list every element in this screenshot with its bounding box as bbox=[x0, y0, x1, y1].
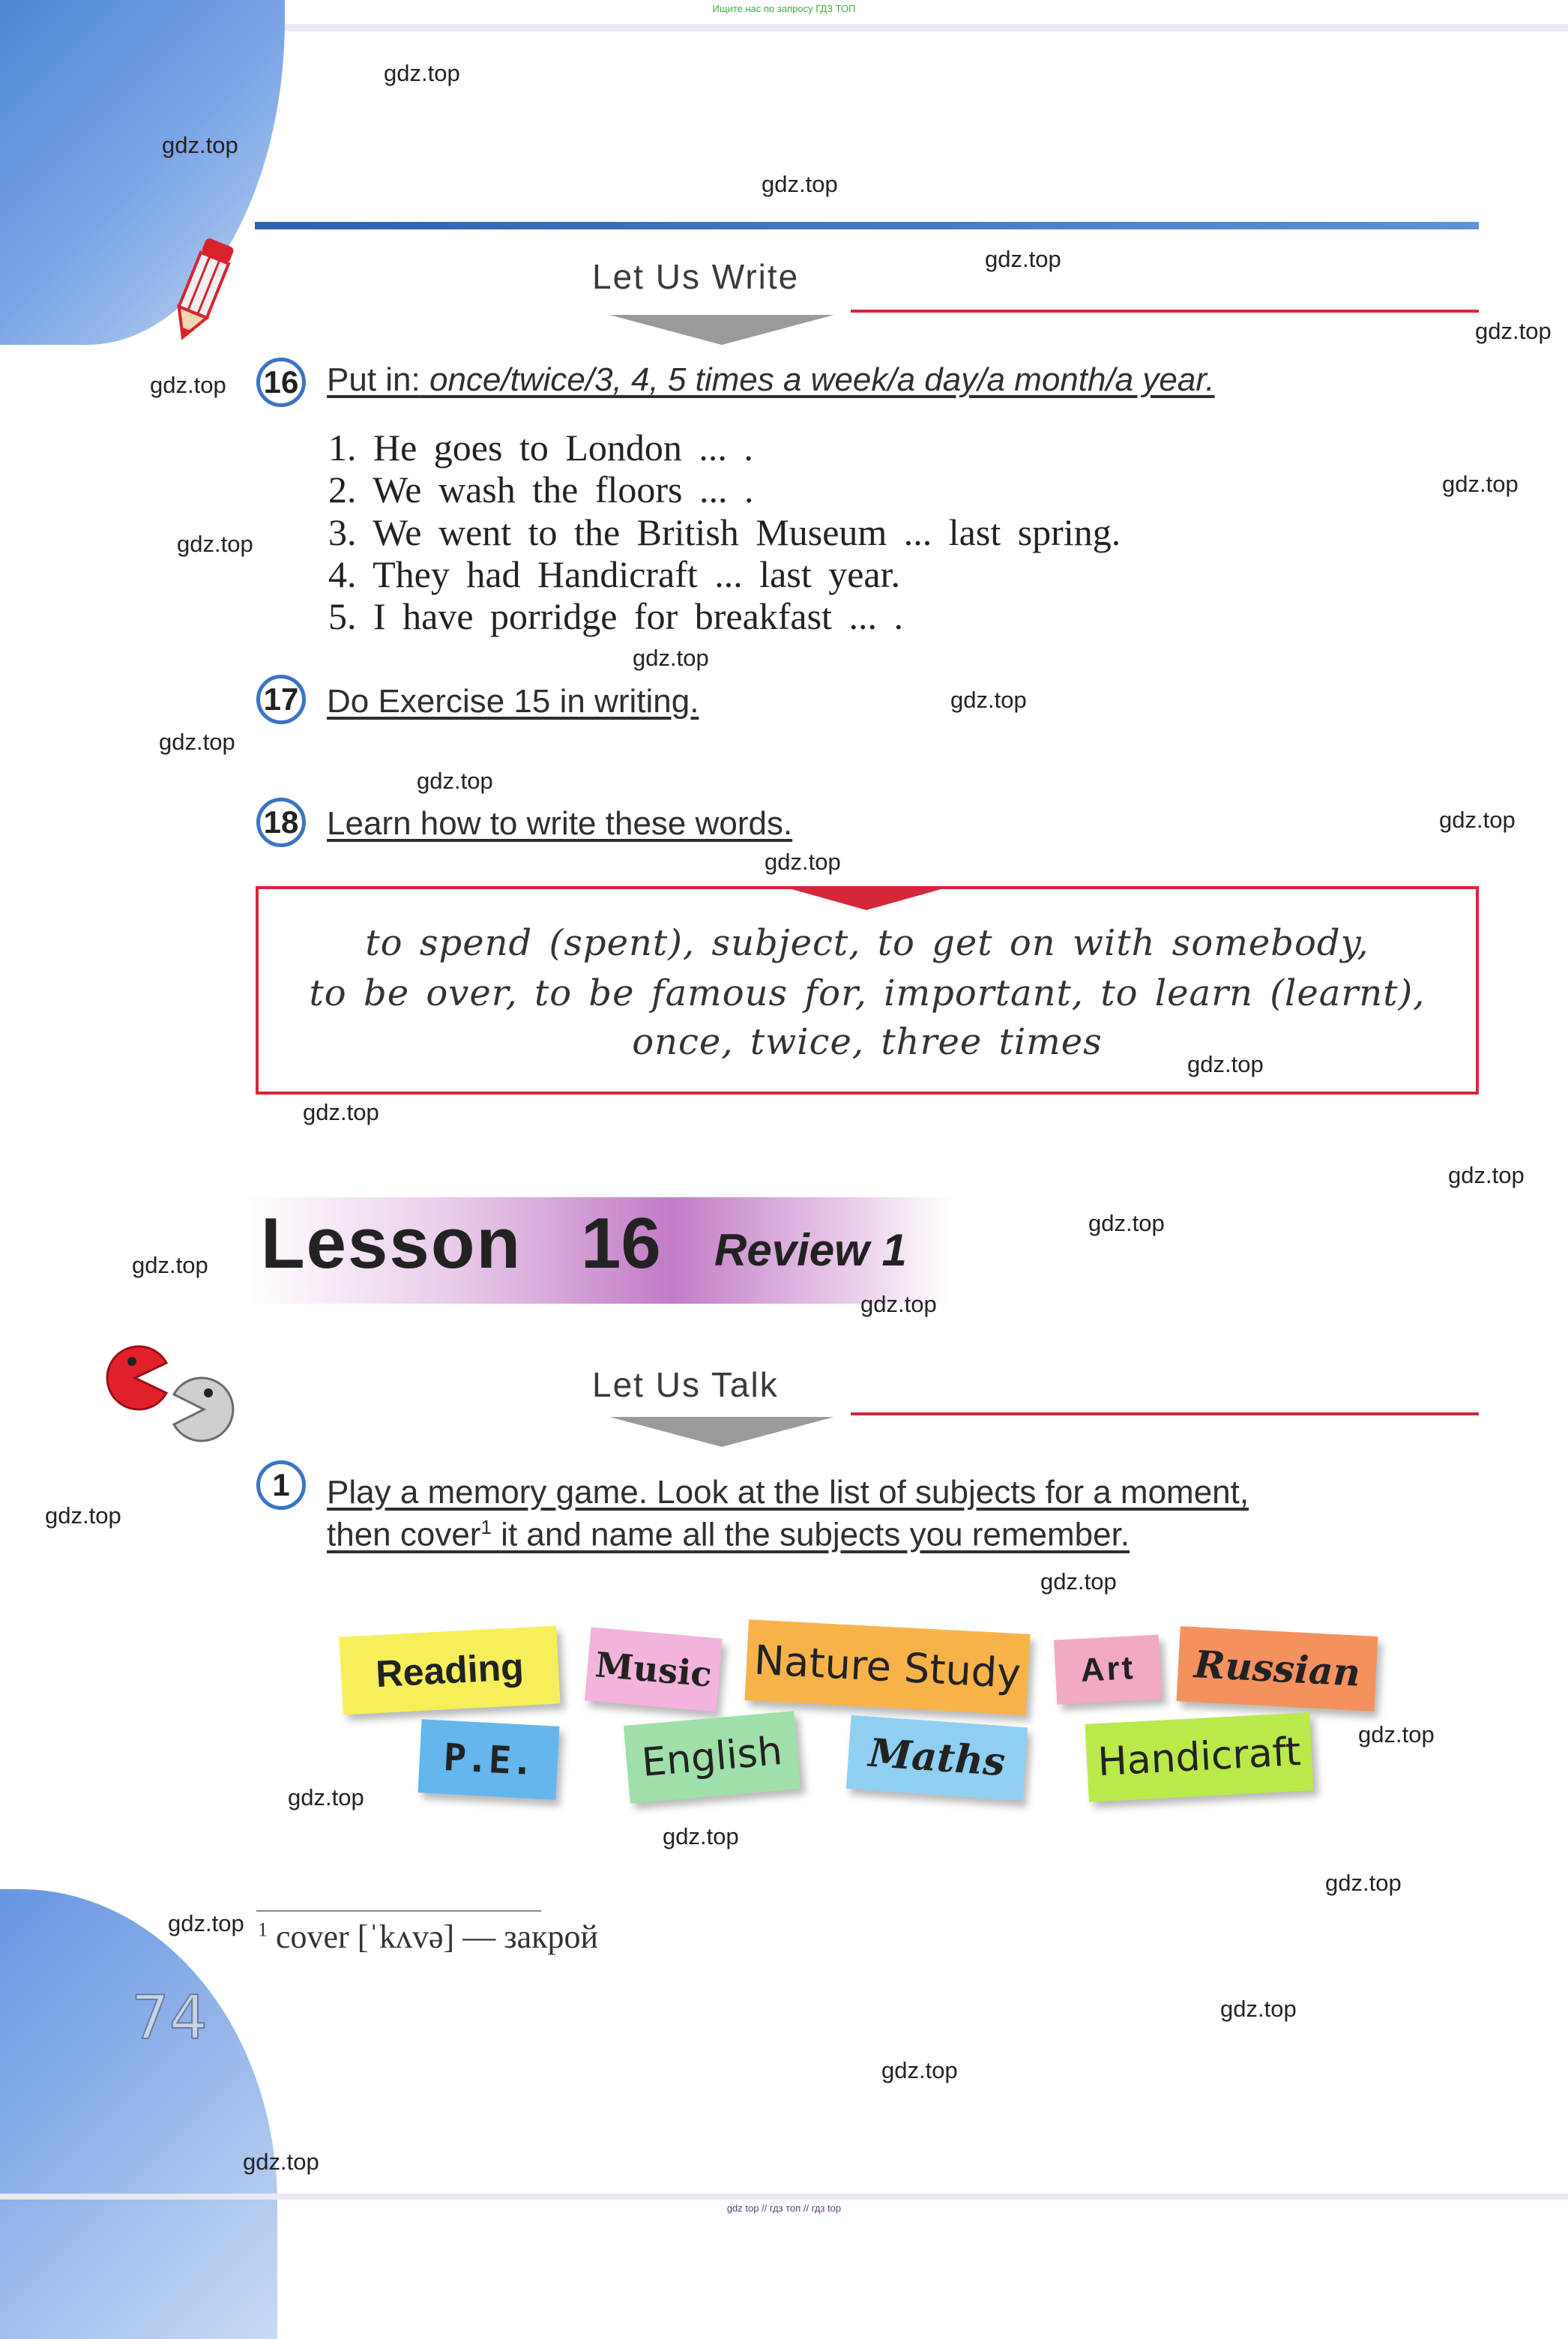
footnote-text: cover [ˈkʌvə] — закрой bbox=[276, 1918, 599, 1955]
bottom-links[interactable]: gdz top // гдз топ // гдз top bbox=[726, 2203, 842, 2214]
exercise-17-instruction: Do Exercise 15 in writing. bbox=[327, 683, 699, 720]
exercise-16-sentence-3: 3. We went to the British Museum ... last spring. bbox=[328, 511, 1121, 553]
section-title-talk: Let Us Talk bbox=[592, 1365, 779, 1404]
watermark: gdz.top bbox=[950, 687, 1027, 713]
corner-decoration-bottom bbox=[0, 1889, 277, 2339]
section-arrow-write bbox=[609, 315, 834, 345]
exercise-number-17: 17 bbox=[256, 675, 306, 724]
exercise-1-footnote-mark: 1 bbox=[480, 1516, 492, 1538]
subject-card-handicraft: Handicraft bbox=[1085, 1712, 1313, 1802]
watermark: gdz.top bbox=[1040, 1568, 1117, 1595]
lesson-title: Lesson bbox=[261, 1203, 522, 1283]
subject-card-russian: Russian bbox=[1177, 1626, 1378, 1712]
watermark: gdz.top bbox=[243, 2149, 319, 2175]
watermark: gdz.top bbox=[1448, 1162, 1525, 1188]
watermark: gdz.top bbox=[132, 1252, 208, 1278]
exercise-1-line-1: Play a memory game. Look at the list of subjects for a moment, bbox=[327, 1474, 1249, 1511]
subject-card-english: English bbox=[624, 1711, 800, 1803]
subject-card-nature-study: Nature Study bbox=[744, 1619, 1030, 1715]
watermark: gdz.top bbox=[1475, 318, 1552, 344]
watermark: gdz.top bbox=[1325, 1870, 1402, 1896]
watermark: gdz.top bbox=[303, 1099, 379, 1125]
exercise-18-instruction: Learn how to write these words. bbox=[327, 805, 793, 842]
words-line-2: to be over, to be famous for, important, to learn (learnt), bbox=[309, 972, 1426, 1014]
section-rule-talk bbox=[851, 1412, 1479, 1415]
exercise-number-1: 1 bbox=[256, 1460, 306, 1510]
watermark: gdz.top bbox=[881, 2057, 958, 2083]
section-rule-write bbox=[851, 310, 1479, 313]
pencil-icon bbox=[161, 229, 244, 349]
watermark: gdz.top bbox=[384, 60, 460, 86]
watermark: gdz.top bbox=[663, 1823, 739, 1849]
subject-card-art: Art bbox=[1054, 1634, 1162, 1704]
exercise-16-sentence-5: 5. I have porridge for breakfast ... . bbox=[328, 595, 903, 637]
exercise-1-text-b: it and name all the subjects you remember. bbox=[501, 1516, 1130, 1553]
exercise-16-options: once/twice/3, 4, 5 times a week/a day/a month/a year. bbox=[429, 361, 1215, 398]
watermark: gdz.top bbox=[1358, 1721, 1435, 1748]
lesson-subtitle: Review 1 bbox=[714, 1225, 907, 1275]
subject-card-reading: Reading bbox=[339, 1625, 560, 1715]
watermark: gdz.top bbox=[762, 171, 838, 197]
watermark: gdz.top bbox=[985, 246, 1061, 272]
exercise-16-sentence-4: 4. They had Handicraft ... last year. bbox=[328, 553, 901, 595]
watermark: gdz.top bbox=[860, 1291, 937, 1317]
words-box-arrow bbox=[791, 889, 941, 910]
exercise-16-instruction bbox=[327, 361, 1215, 399]
subject-card-pe: P.E. bbox=[418, 1719, 560, 1799]
watermark: gdz.top bbox=[765, 849, 841, 875]
watermark: gdz.top bbox=[159, 729, 235, 755]
watermark: gdz.top bbox=[1187, 1051, 1264, 1077]
watermark: gdz.top bbox=[633, 645, 709, 671]
watermark: gdz.top bbox=[1088, 1210, 1165, 1236]
exercise-16-lead: Put in: bbox=[327, 361, 420, 398]
promo-text[interactable]: Ищите нас по запросу ГДЗ ТОП bbox=[712, 3, 856, 14]
section-title-write: Let Us Write bbox=[592, 257, 800, 296]
watermark: gdz.top bbox=[1220, 1996, 1297, 2022]
exercise-16-sentence-2: 2. We wash the floors ... . bbox=[328, 469, 754, 511]
footnote bbox=[258, 1918, 598, 1956]
lesson-number: 16 bbox=[581, 1203, 661, 1283]
footnote-number: 1 bbox=[258, 1918, 268, 1941]
watermark: gdz.top bbox=[177, 531, 253, 557]
watermark: gdz.top bbox=[1439, 807, 1516, 833]
watermark: gdz.top bbox=[150, 372, 226, 398]
exercise-1-line-2 bbox=[327, 1516, 1130, 1554]
pacman-grey-icon bbox=[166, 1372, 241, 1447]
blue-divider bbox=[255, 222, 1479, 229]
bottom-divider bbox=[0, 2194, 1568, 2200]
subject-card-maths: Maths bbox=[846, 1715, 1028, 1801]
words-line-1: to spend (spent), subject, to get on with somebody, bbox=[365, 922, 1369, 964]
watermark: gdz.top bbox=[168, 1910, 244, 1936]
exercise-1-text-a: then cover bbox=[327, 1516, 481, 1553]
watermark: gdz.top bbox=[162, 132, 238, 158]
exercise-number-16: 16 bbox=[256, 358, 306, 407]
subject-card-music: Music bbox=[585, 1628, 723, 1712]
watermark: gdz.top bbox=[288, 1784, 364, 1810]
page-number: 74 bbox=[131, 1983, 208, 2053]
watermark: gdz.top bbox=[45, 1502, 121, 1529]
words-line-3: once, twice, three times bbox=[632, 1021, 1103, 1063]
watermark: gdz.top bbox=[417, 768, 493, 794]
section-arrow-talk bbox=[609, 1417, 834, 1447]
watermark: gdz.top bbox=[1442, 471, 1519, 497]
exercise-number-18: 18 bbox=[256, 798, 306, 847]
footnote-rule bbox=[256, 1910, 541, 1912]
pacman-red-icon bbox=[97, 1340, 172, 1415]
exercise-16-sentence-1: 1. He goes to London ... . bbox=[328, 427, 753, 469]
